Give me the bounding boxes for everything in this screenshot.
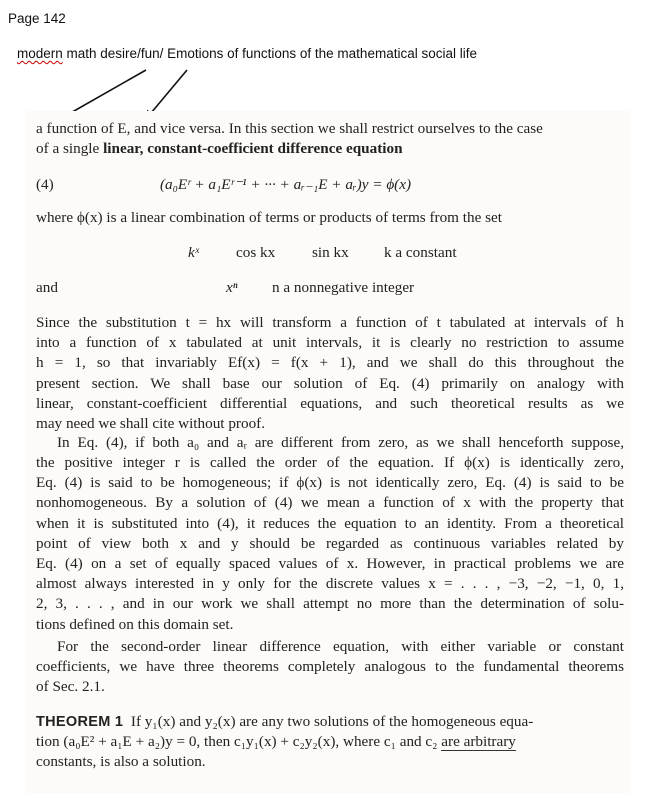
para2-line: the positive integer r is called the order of the equation. If ϕ(x) is identically zero, [36, 454, 624, 471]
para1-line: into a function of x tabulated at unit intervals, it is clearly no restriction to assume [36, 334, 624, 352]
para2-line: Eq. (4) on a set of equally spaced values of x. However, in practical problems we are [36, 555, 624, 573]
note-text: math desire/fun/ Emotions of functions of the mathematical social life [62, 46, 477, 61]
para2-line: In Eq. (4), if both a₀ and aᵣ are different from zero, as we shall henceforth suppose, [57, 434, 624, 451]
where-line: where ϕ(x) is a linear combination of terms or products of terms from the set [36, 209, 503, 226]
set-term-n-integer: n a nonnegative integer [272, 279, 415, 296]
paragraph-1 [36, 313, 624, 434]
and-label: and [36, 279, 58, 296]
para3-line: coefficients, we have three theorems completely analogous to the fundamental theorems [36, 658, 624, 675]
set-term-sin: sin kx [312, 244, 349, 261]
para2-line: when it is substituted into (4), it reduces the equation to an identity. From a theoretical [36, 514, 624, 532]
set-term-k-power: kˣ [188, 244, 200, 261]
theorem-line-3: constants, is also a solution. [36, 753, 206, 770]
paragraph-3-first [57, 637, 624, 657]
intro-line-2 [36, 139, 403, 159]
para1-line: present section. We shall base our solution of Eq. (4) primarily on analogy with [36, 374, 624, 392]
annotation-note [17, 46, 477, 61]
intro-bold-term: linear, constant-coefficient difference equation [103, 140, 403, 157]
intro-line-1: a function of E, and vice versa. In this section we shall restrict ourselves to the case [36, 120, 543, 137]
para2-line: nonhomogeneous. By a solution of (4) we mean a function of x with the property that [36, 494, 624, 512]
theorem-1 [36, 712, 533, 732]
para2-line: Eq. (4) is said to be homogeneous; if ϕ(x) is not identically zero, Eq. (4) is said to be [36, 474, 624, 492]
para1-line: may need we shall cite without proof. [36, 415, 266, 433]
theorem-heading: THEOREM 1 [36, 714, 124, 730]
set-term-k-constant: k a constant [384, 244, 457, 261]
paragraph-2-first [57, 433, 624, 453]
paragraph-2 [36, 453, 624, 635]
para2-line: tions defined on this domain set. [36, 615, 234, 633]
theorem-underlined: are arbitrary [441, 733, 516, 750]
equation-label: (4) [36, 176, 54, 193]
para3-line: of Sec. 2.1. [36, 678, 105, 696]
set-term-x-power: xⁿ [226, 279, 238, 296]
para2-line: point of view both x and y should be regarded as continuous variables related by [36, 534, 624, 552]
intro-plain: of a single [36, 140, 104, 157]
equation-4: (a₀Eʳ + a₁Eʳ⁻¹ + ··· + aᵣ₋₁E + aᵣ)y = ϕ(x) [160, 176, 412, 193]
note-prefix: modern [17, 46, 63, 61]
paragraph-3 [36, 657, 624, 697]
page-number: Page 142 [8, 11, 66, 26]
para3-line: For the second-order linear difference equation, with either variable or constant [57, 638, 624, 655]
theorem-line-2 [36, 732, 516, 752]
para1-line: h = 1, so that invariably Ef(x) = f(x + 1), and we shall do this throughout the [36, 354, 624, 372]
para2-line: 2, 3, . . . , and in our work we shall attempt no more than the determination of solu- [36, 595, 624, 613]
para2-line: almost always interested in y only for the discrete values x = . . . , −3, −2, −1, 0, 1, [36, 575, 624, 593]
para1-line: linear, constant-coefficient differential equations, and such theoretical results as we [36, 394, 624, 412]
theorem-line-1: If y₁(x) and y₂(x) are any two solutions of the homogeneous equa- [130, 713, 534, 730]
para1-line: Since the substitution t = hx will transform a function of t tabulated at intervals of h [36, 314, 624, 331]
set-term-cos: cos kx [236, 244, 276, 261]
theorem-line-2a: tion (a₀E² + a₁E + a₂)y = 0, then c₁y₁(x) + c₂y₂(x), where c₁ and c₂ [36, 733, 442, 750]
